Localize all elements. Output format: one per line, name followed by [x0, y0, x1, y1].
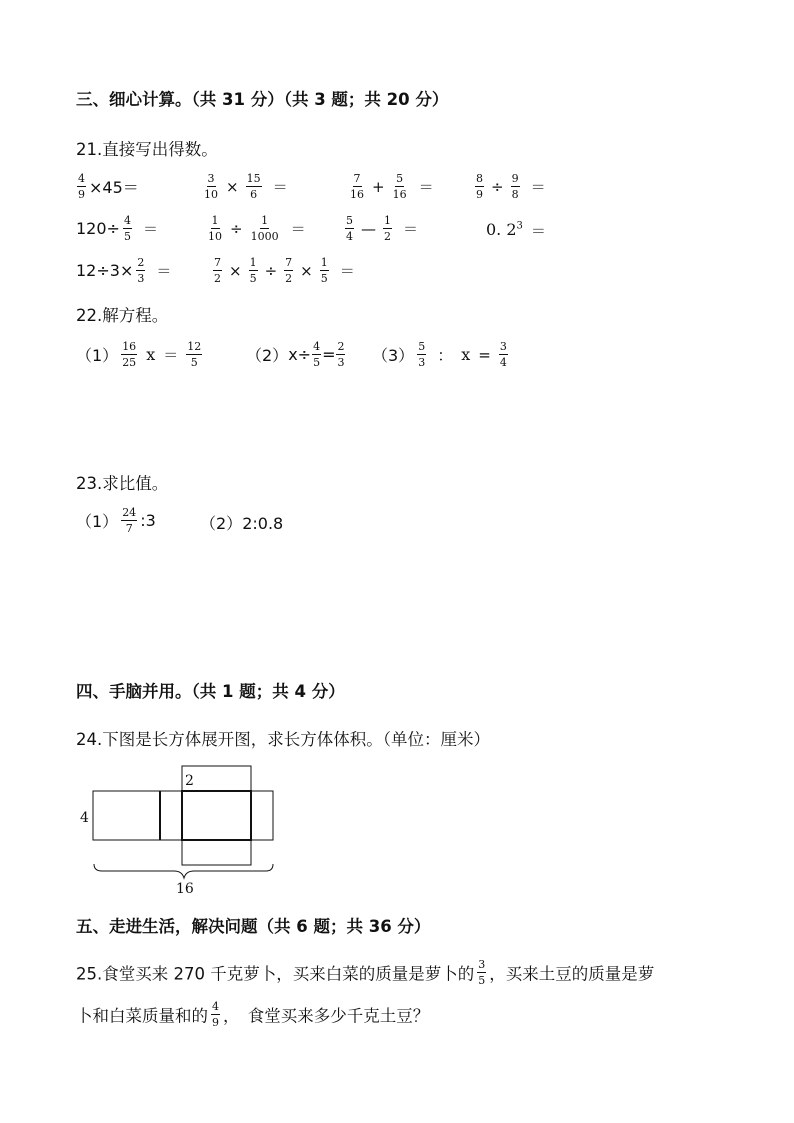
q21-r2-b: $\frac{1}{10}$ ÷ $\frac{1}{1000}$ ＝: [208, 214, 306, 243]
figure-label-bottom: 16: [176, 881, 194, 897]
figure-label-top: 2: [185, 773, 194, 789]
net-face-bottom: [182, 840, 251, 865]
q23-part-1: （1） $\frac{24}{7}$ :3: [76, 506, 156, 535]
net-face-left: [93, 791, 160, 840]
q22-part-3: （3） $\frac{5}{3}$ ： x = $\frac{3}{4}$: [372, 340, 507, 369]
net-face-front: [182, 791, 251, 840]
q21-r3-b: $\frac{7}{2}$ × $\frac{1}{5}$ ÷ $\frac{7}{2}$ × $\frac{1}{5}$ ＝: [214, 256, 355, 285]
net-face-side-right: [251, 791, 273, 840]
q22-title: 22.解方程。: [76, 306, 169, 325]
q21-r1-b: $\frac{3}{10}$ × $\frac{15}{6}$ ＝: [204, 172, 288, 201]
q21-r3-a: 12÷3× $\frac{2}{3}$ ＝: [76, 256, 172, 285]
net-face-side-left: [160, 791, 182, 840]
q21-r1-d: $\frac{8}{9}$ ÷ $\frac{9}{8}$ ＝: [476, 172, 546, 201]
q25-line-2: 卜和白菜质量和的 $\frac{4}{9}$ ， 食堂买来多少千克土豆？: [76, 1000, 430, 1029]
section-5-heading: 五、走进生活，解决问题（共 6 题；共 36 分）: [76, 917, 431, 936]
section-4-heading: 四、手脑并用。（共 1 题；共 4 分）: [76, 682, 345, 701]
figure-label-left: 4: [80, 810, 89, 826]
q21-title: 21.直接写出得数。: [76, 140, 218, 159]
q25-line-1: 25.食堂买来 270 千克萝卜，买来白菜的质量是萝卜的 $\frac{3}{5}$ ，买来土豆的质量是萝: [76, 958, 655, 987]
q23-part-2: （2）2:0.8: [200, 514, 284, 533]
q22-part-1: （1） $\frac{16}{25}$ x ＝ $\frac{12}{5}$: [76, 340, 202, 369]
q23-title: 23.求比值。: [76, 474, 169, 493]
cuboid-net-figure: [70, 760, 290, 900]
q24-title: 24.下图是长方体展开图，求长方体体积。（单位：厘米）: [76, 730, 490, 749]
fraction: $\frac{4}{9}$: [78, 172, 85, 201]
brace-16: [94, 864, 273, 878]
q21-r2-c: $\frac{5}{4}$ — $\frac{1}{2}$ ＝: [346, 214, 419, 243]
section-3-heading: 三、细心计算。（共 31 分）（共 3 题；共 20 分）: [76, 90, 449, 109]
q22-part-2: （2）x÷ $\frac{4}{5}$ = $\frac{2}{3}$: [246, 340, 345, 369]
q21-r2-d: 0. $2^3$ ＝: [486, 220, 546, 240]
q21-r1-c: $\frac{7}{16}$ + $\frac{5}{16}$ ＝: [350, 172, 434, 201]
q21-r2-a: 120÷ $\frac{4}{5}$ ＝: [76, 214, 158, 243]
q21-r1-a: $\frac{4}{9}$ ×45＝: [78, 172, 139, 201]
